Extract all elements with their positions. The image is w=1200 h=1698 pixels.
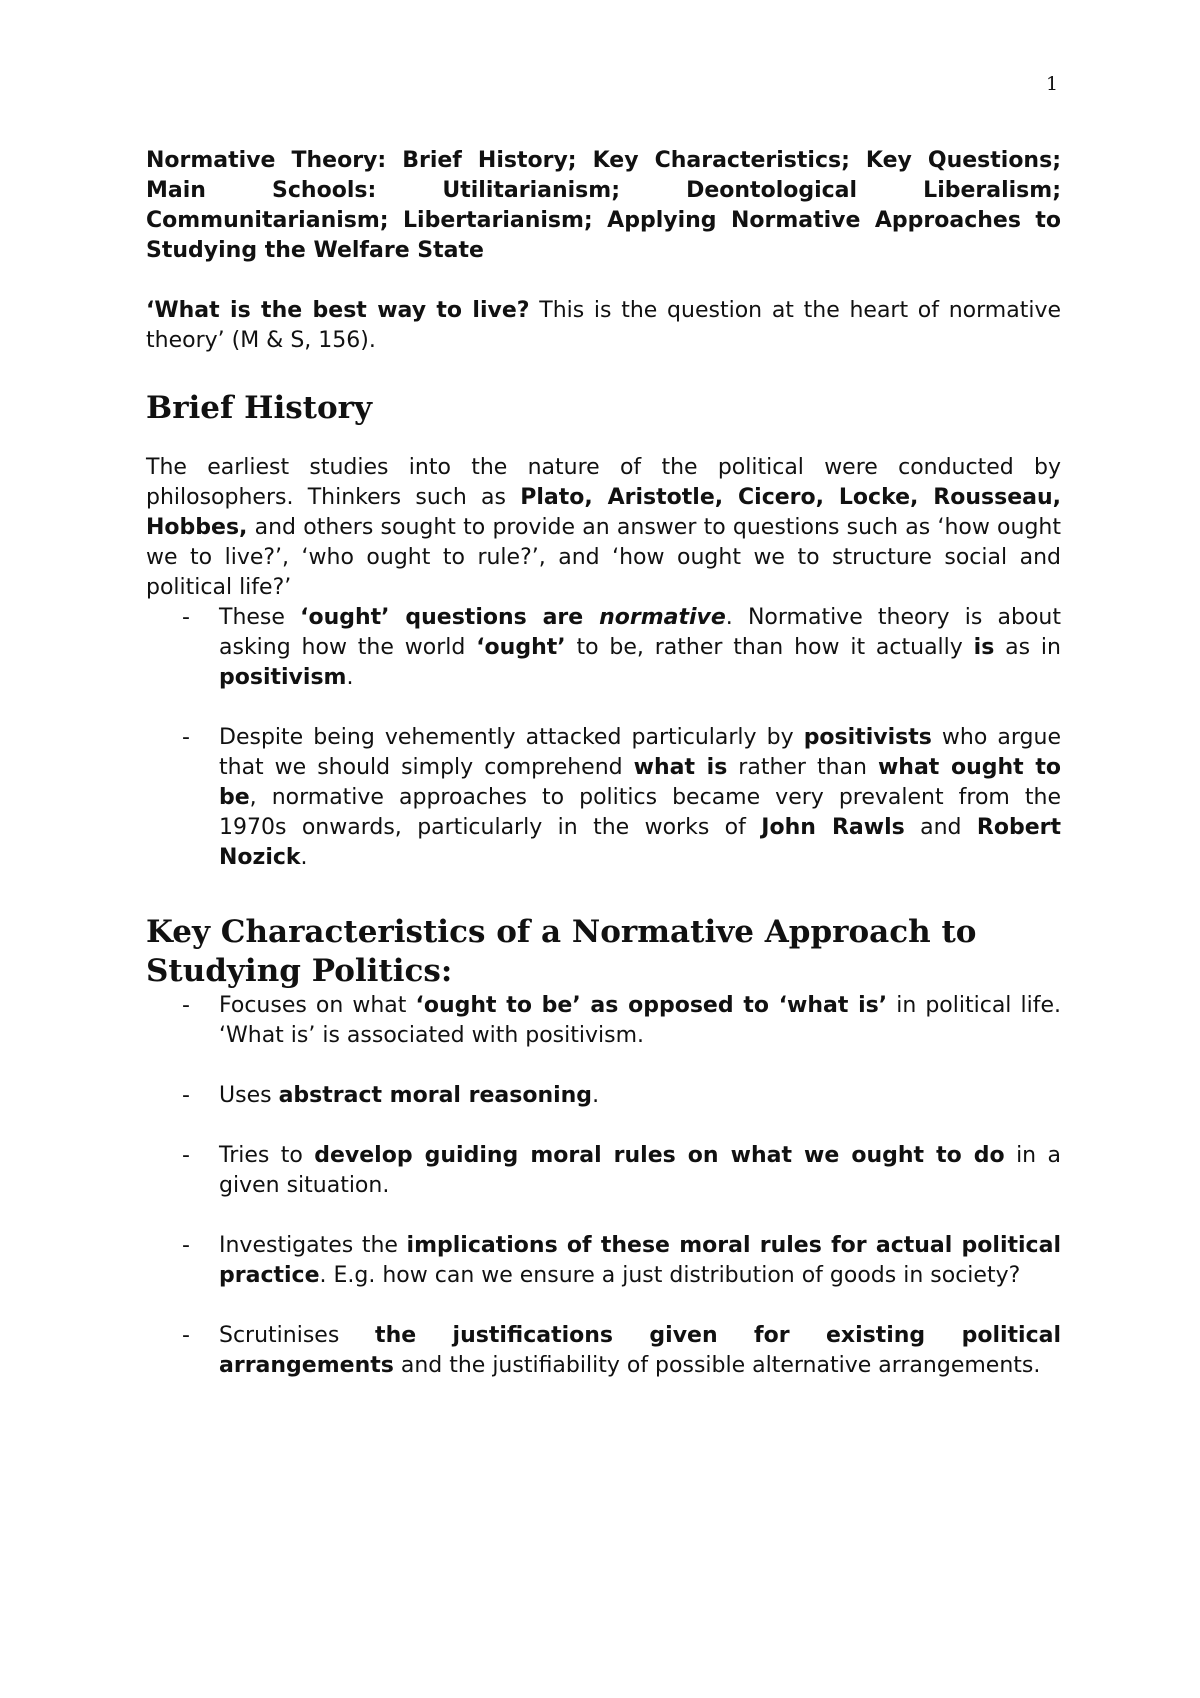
opening-quote [146, 296, 1061, 356]
page-number: 1 [1046, 73, 1059, 95]
text-span: Despite being vehemently attacked particularly by [219, 725, 804, 750]
heading-brief-history: Brief History [146, 390, 373, 426]
list-item [146, 723, 1061, 873]
text-span: rather than [727, 755, 878, 780]
text-span: . E.g. how can we ensure a just distribution of goods in society? [319, 1263, 1021, 1288]
bold-span: develop guiding moral rules on what we ought to do [314, 1143, 1005, 1168]
history-text-rest: and others sought to provide an answer to questions such as ‘how ought we to live?’, ‘who ought to rule?’, and ‘how ought we to structure social and political life?’ [146, 515, 1061, 600]
list-item [146, 1141, 1061, 1201]
text-span: Tries to [219, 1143, 315, 1168]
text-span: These [219, 605, 301, 630]
thinker-names: Plato, Aristotle, Cicero, Locke, Rousseau, Hobbes, [146, 485, 1061, 540]
bold-span: what is [633, 755, 728, 780]
dash-bullet: - [182, 725, 190, 750]
bold-span: ‘ought to be’ as opposed to ‘what is’ [415, 993, 888, 1018]
bold-span: ‘ought’ questions are [300, 605, 600, 630]
quote-rest: This is the question at the heart of normative theory’ (M & S, 156). [146, 298, 1061, 353]
bold-span: abstract moral reasoning [278, 1083, 593, 1108]
bold-span: Robert Nozick [219, 815, 1061, 870]
text-span: as in [994, 635, 1061, 660]
dash-bullet: - [182, 993, 190, 1018]
list-item [146, 1321, 1061, 1381]
document-body [146, 146, 1061, 1381]
history-text: The earliest studies into the nature of the political were conducted by philosophers. Thinkers such as [146, 455, 1061, 510]
bold-span: the justifications given for existing political arrangements [219, 1323, 1062, 1378]
list-item [146, 603, 1061, 693]
list-item [146, 1231, 1061, 1291]
quote-question: ‘What is the best way to live? [146, 298, 530, 323]
brief-history-paragraph [146, 453, 1061, 603]
bold-span: what ought to be [219, 755, 1061, 810]
bold-italic-span: normative [599, 605, 726, 630]
dash-bullet: - [182, 1143, 190, 1168]
text-span: who argue that we should simply comprehend [219, 725, 1061, 780]
document-title: Normative Theory: Brief History; Key Characteristics; Key Questions; Main Schools: Utilitarianism; Deontological Liberalism; Communitarianism; Libertarianism; Applying Normative Approaches to Studying the Welfare State [146, 148, 1061, 263]
text-span: . [346, 665, 354, 690]
text-span: and [904, 815, 977, 840]
heading-key-characteristics: Key Characteristics of a Normative Approach to Studying Politics: [146, 914, 977, 989]
text-span: Uses [219, 1083, 279, 1108]
key-characteristics-list [146, 991, 1061, 1381]
text-span: and the justifiability of possible alternative arrangements. [393, 1353, 1041, 1378]
text-span: Investigates the [219, 1233, 407, 1258]
dash-bullet: - [182, 1233, 190, 1258]
dash-bullet: - [182, 1083, 190, 1108]
bold-span: positivists [803, 725, 932, 750]
text-span: in a given situation. [219, 1143, 1061, 1198]
brief-history-list [146, 603, 1061, 873]
bold-span: is [973, 635, 995, 660]
dash-bullet: - [182, 605, 190, 630]
text-span: to be, rather than how it actually [565, 635, 974, 660]
bold-span: positivism [219, 665, 347, 690]
text-span: . [300, 845, 308, 870]
bold-span: ‘ought’ [476, 635, 566, 660]
dash-bullet: - [182, 1323, 190, 1348]
bold-span: implications of these moral rules for actual political practice [219, 1233, 1061, 1288]
text-span: in political life. ‘What is’ is associated with positivism. [219, 993, 1061, 1048]
bold-span: John Rawls [761, 815, 905, 840]
text-span: Focuses on what [219, 993, 416, 1018]
text-span: . Normative theory is about asking how the world [219, 605, 1061, 660]
list-item [146, 991, 1061, 1051]
text-span: . [592, 1083, 600, 1108]
list-item [146, 1081, 1061, 1111]
text-span: Scrutinises [219, 1323, 376, 1348]
text-span: , normative approaches to politics became very prevalent from the 1970s onwards, particularly in the works of [219, 785, 1061, 840]
